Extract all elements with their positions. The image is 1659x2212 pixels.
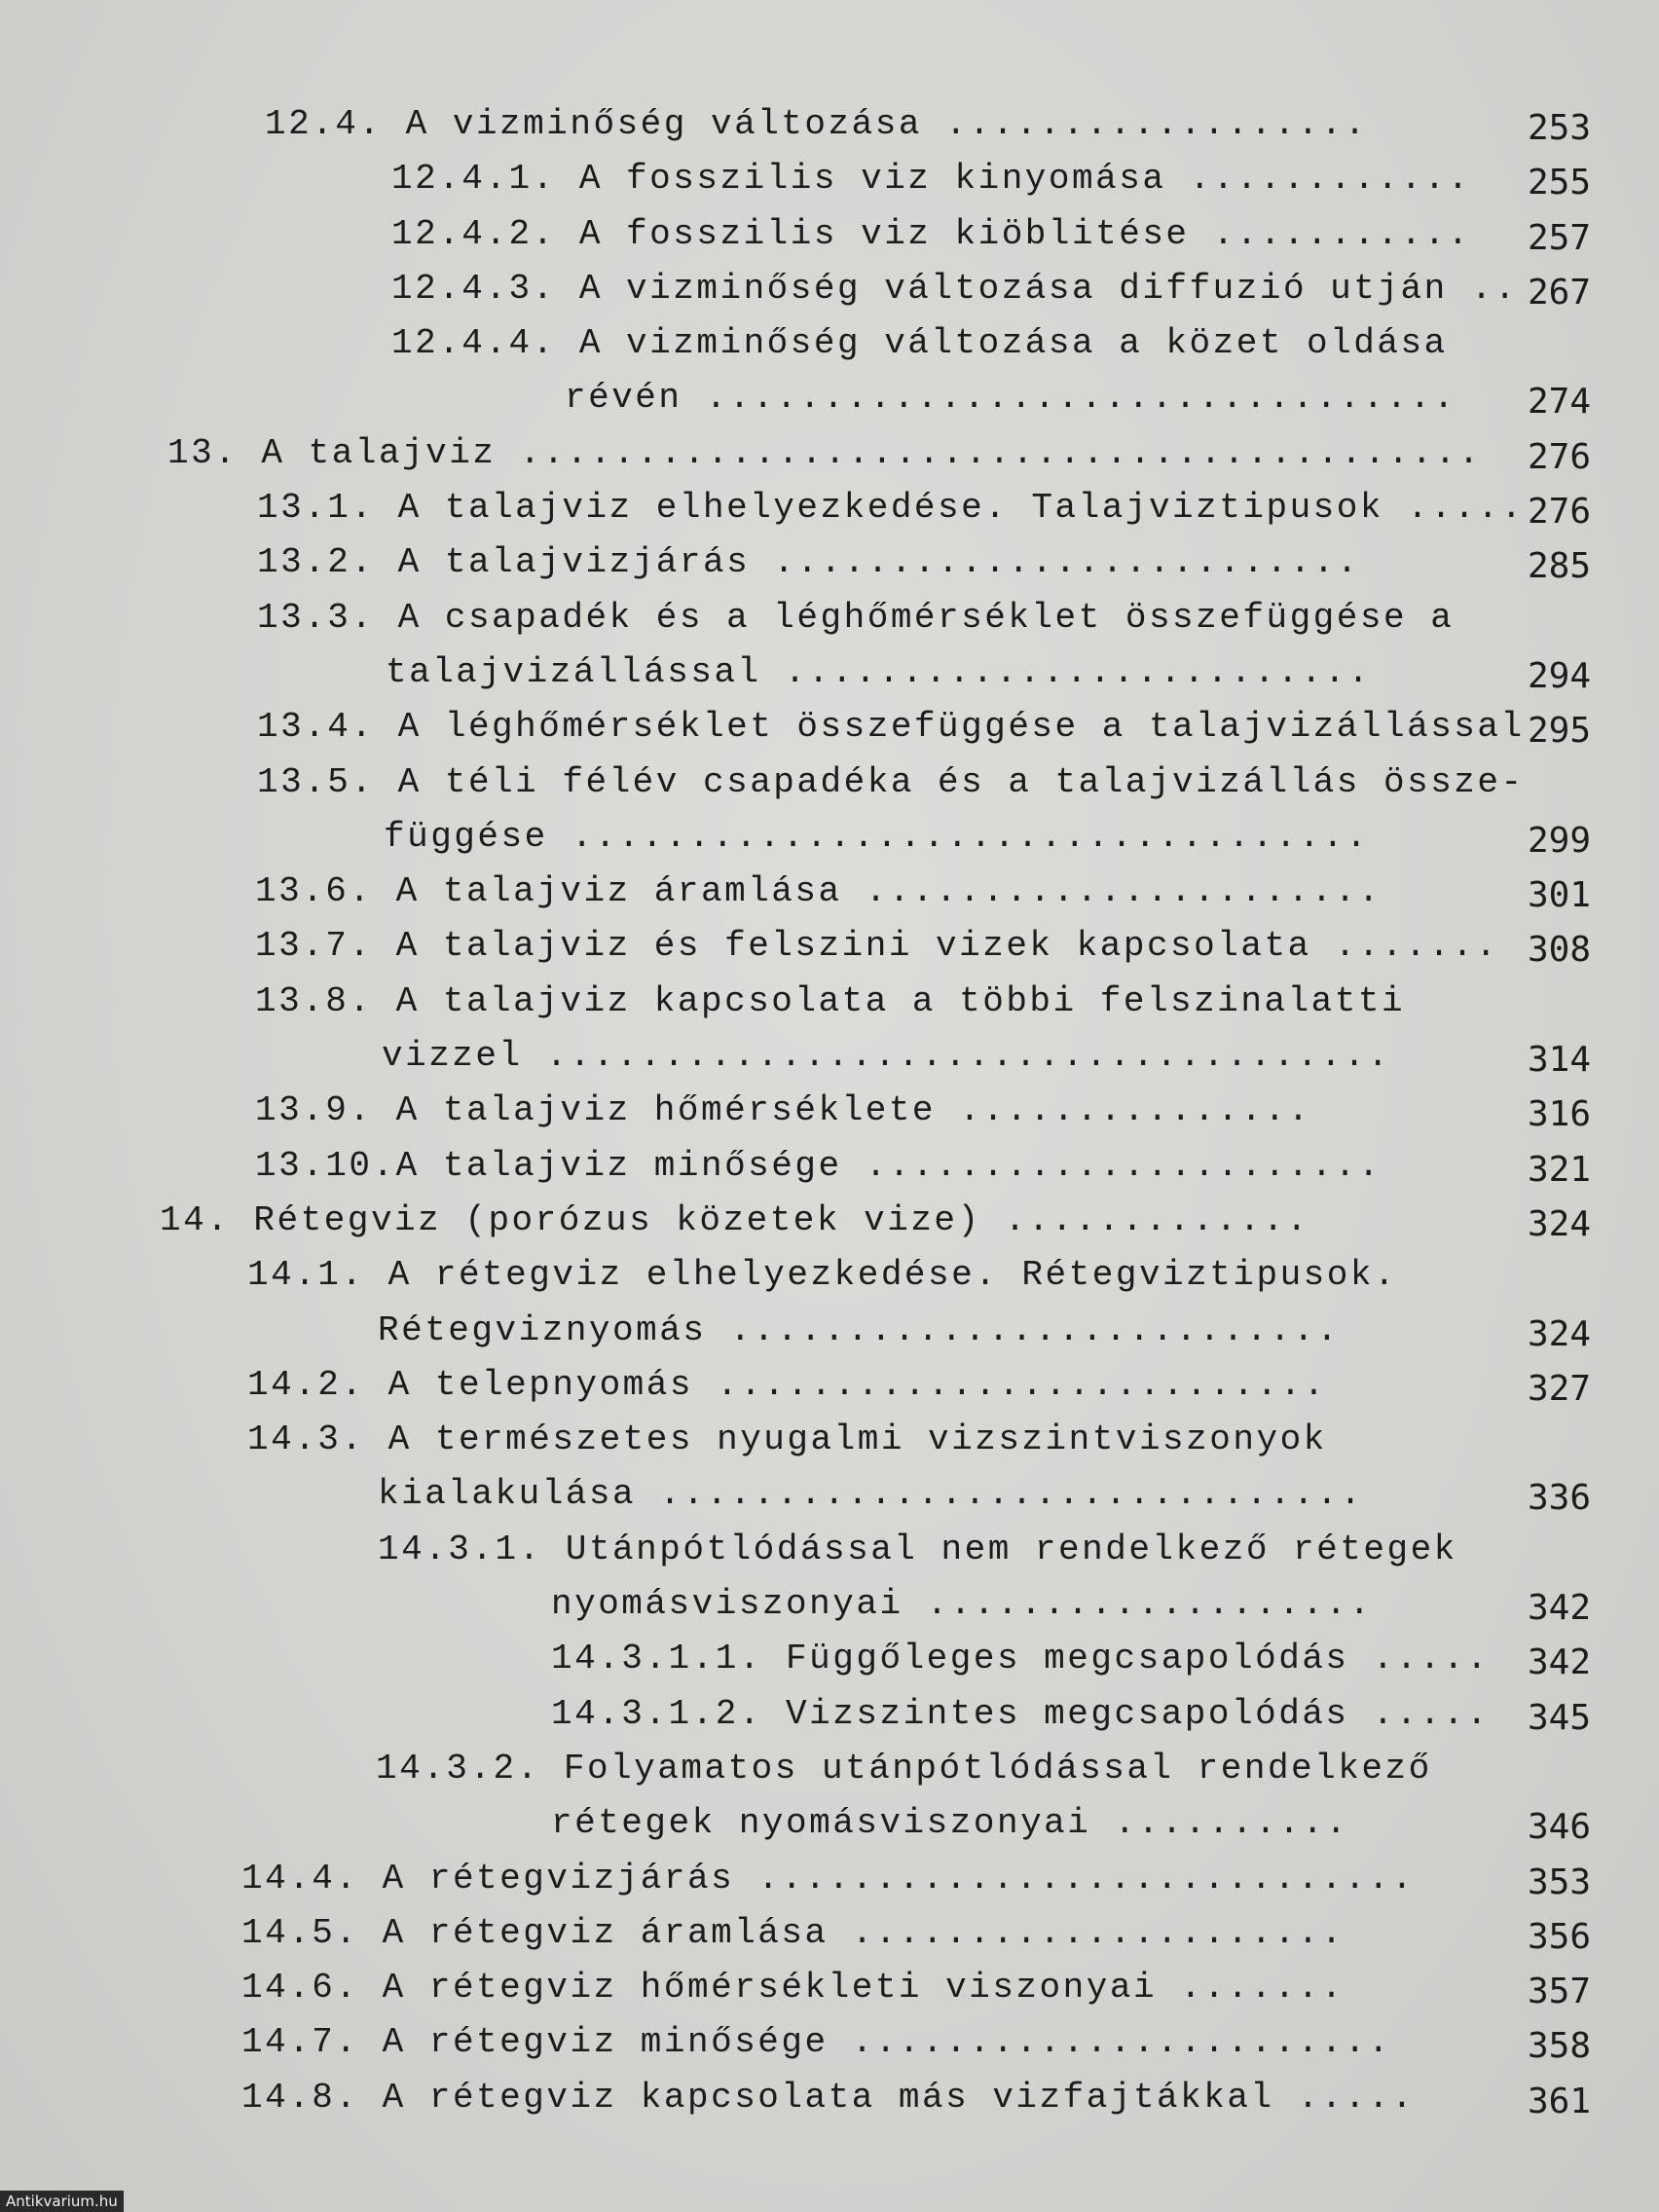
toc-page-number: 295 — [1527, 711, 1591, 752]
toc-entry-14-6 — [0, 1961, 1659, 2015]
toc-entry-text: 14.3.1. Utánpótlódással nem rendelkező rétegek — [378, 1529, 1457, 1569]
toc-entry-14-3-1 — [0, 1523, 1659, 1577]
toc-entry-13-6 — [0, 865, 1659, 919]
toc-page-number: 336 — [1527, 1478, 1591, 1519]
toc-entry-13-10 — [0, 1139, 1659, 1194]
toc-page-number: 276 — [1527, 436, 1591, 477]
toc-entry-text: 12.4.2. A fosszilis viz kiöblitése ........... — [391, 213, 1471, 254]
toc-page-number: 253 — [1527, 108, 1591, 148]
toc-entry-13-4 — [0, 700, 1659, 755]
toc-entry-14-3-2-cont — [0, 1796, 1659, 1851]
toc-page-number: 294 — [1527, 655, 1591, 696]
toc-entry-text: nyomásviszonyai ................... — [551, 1584, 1373, 1625]
toc-entry-text: 13.3. A csapadék és a léghőmérséklet összefüggése a — [257, 597, 1455, 638]
toc-page-number: 316 — [1527, 1094, 1591, 1135]
toc-entry-text: 13.4. A léghőmérséklet összefüggése a talajvizállással — [257, 707, 1525, 748]
toc-entry-13-7 — [0, 919, 1659, 974]
toc-entry-text: 14.3. A természetes nyugalmi vizszintviszonyok — [247, 1419, 1327, 1460]
toc-page-number: 267 — [1527, 272, 1591, 313]
toc-entry-14-3-cont — [0, 1467, 1659, 1522]
toc-entry-13-5 — [0, 756, 1659, 810]
toc-entry-text: 14.1. A rétegviz elhelyezkedése. Rétegviztipusok. — [247, 1255, 1398, 1296]
toc-entry-13-3-cont — [0, 645, 1659, 700]
toc-page-number: 314 — [1527, 1040, 1591, 1081]
toc-entry-13-3 — [0, 591, 1659, 645]
toc-entry-13-8-cont — [0, 1029, 1659, 1084]
toc-entry-14-3-2 — [0, 1742, 1659, 1796]
toc-entry-12-4-2 — [0, 207, 1659, 262]
toc-page-number: 342 — [1527, 1588, 1591, 1629]
toc-entry-12-4-4-cont — [0, 371, 1659, 425]
toc-entry-text: 14.8. A rétegviz kapcsolata más vizfajtákkal ..... — [241, 2077, 1416, 2118]
table-of-contents — [0, 97, 1659, 2125]
toc-entry-12-4-3 — [0, 262, 1659, 316]
toc-entry-text: révén ................................ — [565, 378, 1456, 419]
toc-entry-14-4 — [0, 1852, 1659, 1906]
site-watermark: Antikvarium.hu — [0, 2191, 124, 2212]
toc-page-number: 327 — [1527, 1368, 1591, 1409]
toc-page-number: 301 — [1527, 875, 1591, 916]
toc-entry-13-9 — [0, 1084, 1659, 1138]
toc-page-number: 255 — [1527, 163, 1591, 203]
toc-entry-text: 12.4.3. A vizminőség változása diffuzió utján .. — [391, 268, 1518, 309]
toc-entry-13-5-cont — [0, 810, 1659, 865]
toc-entry-text: 13.1. A talajviz elhelyezkedése. Talajviztipusok ..... — [257, 488, 1525, 529]
toc-entry-14-1 — [0, 1248, 1659, 1303]
toc-entry-text: 14.6. A rétegviz hőmérsékleti viszonyai ....... — [241, 1968, 1345, 2009]
toc-page-number: 353 — [1527, 1862, 1591, 1902]
toc-entry-14 — [0, 1194, 1659, 1248]
toc-page-number: 308 — [1527, 930, 1591, 971]
toc-entry-14-2 — [0, 1358, 1659, 1413]
toc-page-number: 356 — [1527, 1916, 1591, 1957]
toc-page-number: 342 — [1527, 1642, 1591, 1683]
toc-entry-text: 14.3.1.1. Függőleges megcsapolódás ..... — [551, 1639, 1491, 1679]
toc-entry-13-1 — [0, 481, 1659, 535]
toc-entry-14-3 — [0, 1413, 1659, 1467]
toc-page-number: 299 — [1527, 820, 1591, 861]
toc-entry-14-3-1-1 — [0, 1632, 1659, 1686]
toc-entry-text: 12.4.1. A fosszilis viz kinyomása ............ — [391, 159, 1471, 200]
toc-entry-text: vizzel .................................... — [382, 1036, 1391, 1077]
toc-entry-text: 14.3.1.2. Vizszintes megcsapolódás ..... — [551, 1693, 1491, 1734]
toc-entry-14-8 — [0, 2071, 1659, 2125]
toc-entry-text: függése .................................. — [384, 816, 1370, 857]
toc-entry-text: 13.9. A talajviz hőmérséklete ............... — [255, 1090, 1311, 1131]
toc-page-number: 285 — [1527, 546, 1591, 587]
toc-entry-text: kialakulása .............................. — [378, 1474, 1364, 1515]
toc-entry-14-5 — [0, 1906, 1659, 1961]
toc-page-number: 257 — [1527, 217, 1591, 258]
toc-entry-text: 14.4. A rétegvizjárás ............................ — [241, 1858, 1416, 1899]
toc-entry-text: talajvizállással ......................... — [386, 651, 1372, 692]
toc-entry-text: 14.7. A rétegviz minősége ....................... — [241, 2022, 1392, 2063]
toc-entry-text: rétegek nyomásviszonyai .......... — [551, 1803, 1349, 1844]
toc-entry-text: 13.7. A talajviz és felszini vizek kapcsolata ....... — [255, 926, 1499, 967]
toc-entry-12-4-4 — [0, 316, 1659, 371]
toc-entry-text: 12.4.4. A vizminőség változása a közet oldása — [391, 323, 1448, 364]
toc-entry-text: 13.8. A talajviz kapcsolata a többi felszinalatti — [255, 980, 1406, 1021]
toc-page-number: 361 — [1527, 2081, 1591, 2121]
toc-entry-text: 14.5. A rétegviz áramlása ..................... — [241, 1912, 1345, 1953]
toc-page-number: 276 — [1527, 492, 1591, 533]
toc-page-number: 357 — [1527, 1972, 1591, 2012]
toc-entry-14-3-1-2 — [0, 1687, 1659, 1742]
toc-page-number: 324 — [1527, 1203, 1591, 1244]
toc-page-number: 345 — [1527, 1697, 1591, 1738]
toc-entry-text: Rétegviznyomás .......................... — [378, 1309, 1341, 1350]
toc-entry-text: 14.3.2. Folyamatos utánpótlódással rendelkező — [376, 1748, 1432, 1788]
toc-entry-14-7 — [0, 2015, 1659, 2070]
toc-entry-text: 13.5. A téli félév csapadéka és a talajvizállás össze- — [257, 761, 1525, 802]
toc-entry-13 — [0, 426, 1659, 481]
toc-entry-12-4 — [0, 97, 1659, 152]
toc-page-number: 321 — [1527, 1149, 1591, 1190]
toc-entry-text: 12.4. A vizminőség változása .................. — [265, 104, 1368, 144]
toc-entry-12-4-1 — [0, 152, 1659, 206]
toc-page-number: 346 — [1527, 1807, 1591, 1848]
toc-entry-text: 13.2. A talajvizjárás ......................... — [257, 542, 1360, 583]
toc-entry-13-8 — [0, 975, 1659, 1029]
toc-entry-text: 13.6. A talajviz áramlása ...................... — [255, 871, 1382, 912]
toc-entry-text: 14.2. A telepnyomás .......................... — [247, 1364, 1327, 1405]
toc-page-number: 358 — [1527, 2026, 1591, 2067]
toc-entry-text: 13.10.A talajviz minősége ...................... — [255, 1145, 1382, 1186]
toc-entry-text: 14. Rétegviz (porózus közetek vize) ............. — [160, 1199, 1310, 1240]
toc-entry-13-2 — [0, 535, 1659, 590]
toc-entry-text: 13. A talajviz ......................................... — [167, 432, 1482, 473]
toc-page-number: 324 — [1527, 1313, 1591, 1354]
toc-entry-14-1-cont — [0, 1304, 1659, 1358]
toc-entry-14-3-1-cont — [0, 1577, 1659, 1632]
toc-page-number: 274 — [1527, 382, 1591, 423]
